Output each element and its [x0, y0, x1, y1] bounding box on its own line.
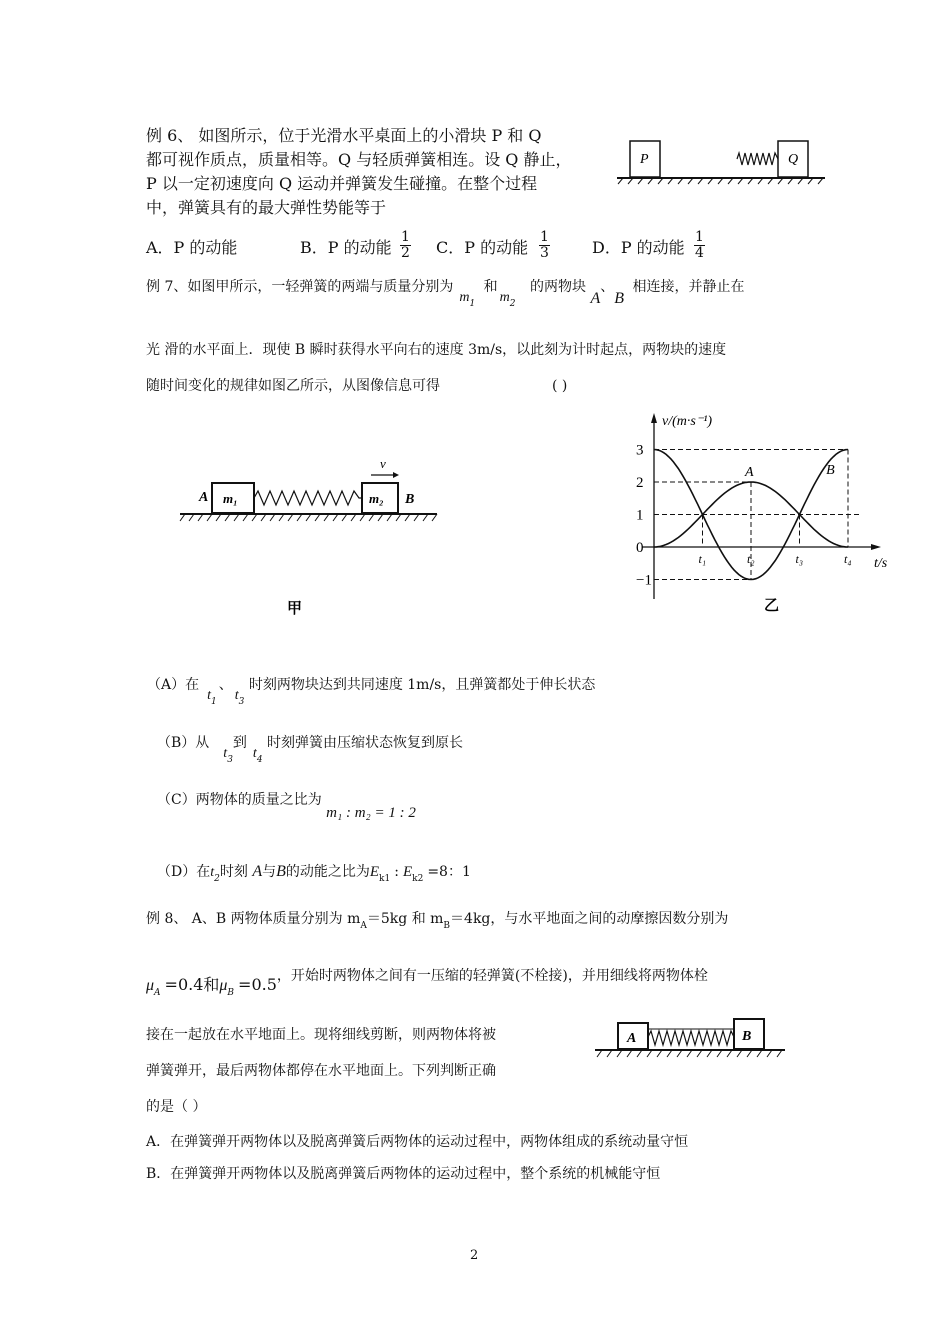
- y-tick-label: 2: [636, 475, 644, 491]
- caption-yi: 乙: [764, 598, 780, 614]
- ex7-line1-a: 例 7、如图甲所示，一轻弹簧的两端与质量分别为: [146, 279, 454, 295]
- block-q-label: Q: [788, 152, 799, 167]
- ex7-opt-d-e1: E: [369, 864, 380, 880]
- ex8-ma-sub: A: [360, 921, 367, 931]
- ex6-fraction-b: $\frac{1}{2}$: [401, 229, 410, 261]
- ground-hatch-ex8: [597, 1050, 782, 1057]
- ex6-figure: [615, 135, 830, 195]
- ex6-line-3: P 以一定初速度向 Q 运动并弹簧发生碰撞。在整个过程: [146, 174, 538, 193]
- ex8-line-2: [146, 965, 846, 998]
- ex7-opt-d-k2: k2: [412, 874, 424, 884]
- ex7-opt-a-t3-sub: 3: [238, 697, 245, 707]
- y-axis-label: v/(m·s⁻¹): [662, 414, 713, 429]
- y-tick-label: 3: [636, 442, 644, 459]
- block-p-label: P: [640, 152, 649, 167]
- ex8-line-3: 接在一起放在水平地面上。现将细线剪断，则两物体将被: [146, 1027, 496, 1043]
- ex8-mu-b: μ: [219, 977, 228, 994]
- ex7-option-c: [157, 790, 777, 821]
- ex7-opt-a-post: 时刻两物块达到共同速度 1m/s，且弹簧都处于伸长状态: [248, 677, 596, 693]
- ex8-mu-b-val: =0.5: [238, 975, 277, 994]
- ex6-line-1: 例 6、 如图所示，位于光滑水平桌面上的小滑块 P 和 Q: [146, 126, 542, 145]
- ex7-opt-b-t4: t: [252, 746, 257, 761]
- ex7-opt-a-sep: 、: [218, 677, 233, 693]
- ex8-line1-a: 例 8、 A、B 两物体质量分别为 m: [146, 911, 361, 927]
- block-b-label: B: [742, 1029, 752, 1044]
- ex7-line1-b: 的两物块: [529, 279, 586, 295]
- ex8-mu-a-sub: A: [154, 988, 161, 998]
- ex8-mu-a-val: =0.4和: [164, 975, 220, 994]
- ex6-line-4: 中，弹簧具有的最大弹性势能等于: [146, 198, 387, 217]
- ex7-opt-d-t: t: [210, 865, 215, 880]
- ex7-option-a: [147, 675, 767, 707]
- ex8-line-4: 弹簧弹开，最后两物体都停在水平地面上。下列判断正确: [146, 1063, 496, 1079]
- ex7-and: 和: [483, 279, 498, 295]
- ex7-opt-c-pre: （C）两物体的质量之比为: [157, 792, 322, 808]
- y-axis-arrow: [651, 413, 657, 423]
- ex7-opt-b-mid: 到: [232, 735, 247, 751]
- x-tick-label: t₃: [795, 552, 804, 566]
- ex6-option-d: D．P 的动能: [592, 238, 685, 257]
- ex7-opt-d-a: A: [252, 863, 263, 880]
- x-axis-label: t/s: [874, 556, 888, 571]
- x-axis-arrow: [871, 544, 881, 550]
- block-a-label: A: [627, 1031, 637, 1046]
- ex8-mu-b-sub: B: [227, 988, 235, 998]
- label-a: A: [199, 490, 209, 505]
- ex7-opt-b-t4-sub: 4: [256, 755, 263, 765]
- ex7-opt-d-b: B: [276, 863, 286, 880]
- ex7-opt-d-pre: （D）在: [157, 864, 211, 880]
- x-tick-label: t₁: [698, 552, 707, 566]
- spring-jia: [254, 491, 362, 505]
- spring-q: [737, 153, 778, 165]
- ex7-opt-d-mid: 时刻: [219, 864, 248, 880]
- ex6-option-c: C．P 的动能: [436, 238, 529, 257]
- ex6-options: [146, 230, 746, 274]
- ex7-line-1: [146, 277, 826, 309]
- ex7-option-d: [157, 862, 777, 889]
- ex7-opt-b-t3-sub: 3: [227, 755, 233, 765]
- ex7-line-3: 随时间变化的规律如图乙所示，从图像信息可得: [146, 378, 440, 394]
- ex7-opt-d-t-sub: 2: [214, 874, 220, 884]
- ex7-opt-a-t3: t: [234, 688, 239, 703]
- ex7-opt-c-formula: m₁ : m₂ = 1 : 2: [326, 805, 416, 821]
- y-tick-label: −1: [636, 572, 652, 589]
- ground-hatch-jia: [180, 514, 437, 521]
- ex8-figure: [590, 1015, 790, 1065]
- page-number: 2: [470, 1248, 479, 1263]
- ex7-m2-sub: 2: [509, 299, 516, 309]
- ex7-chart-yi: [612, 405, 902, 625]
- ex7-opt-d-e2: E: [402, 864, 413, 880]
- spring-ex8: [648, 1031, 734, 1045]
- ex7-opt-d-with: 与: [262, 864, 277, 880]
- ex7-line-2: 光 滑的水平面上．现使 B 瞬时获得水平向右的速度 3m/s，以此刻为计时起点，两物块的速度: [146, 342, 727, 358]
- ex7-A: A: [590, 290, 601, 307]
- ex6-option-b: B．P 的动能: [300, 238, 392, 257]
- ex8-line1-b: ＝5kg 和 m: [366, 911, 444, 927]
- ex6-fraction-d: $\frac{1}{4}$: [695, 229, 704, 261]
- ex8-option-a: A．在弹簧弹开两物体以及脱离弹簧后两物体的运动过程中，两物体组成的系统动量守恒: [146, 1134, 689, 1150]
- ex7-opt-d-ratio: =8：1: [427, 864, 471, 880]
- ex8-line2-text: ，开始时两物体之间有一压缩的轻弹簧(不栓接)，并用细线将两物体栓: [276, 968, 708, 984]
- ex7-opt-a-pre: （A）在: [147, 677, 200, 693]
- ex7-option-b: [157, 733, 777, 765]
- block-m1-label: m₁: [223, 491, 238, 506]
- ex7-B: B: [614, 290, 624, 307]
- arrow-v-label: v: [380, 456, 386, 471]
- ex7-opt-d-colon: :: [394, 864, 399, 880]
- ex6-fraction-c: $\frac{1}{3}$: [540, 229, 549, 261]
- block-m2-label: m₂: [369, 491, 384, 506]
- ex8-mu-a: μ: [146, 977, 155, 994]
- series-a-label: A: [745, 465, 754, 480]
- ex8-line1-c: ＝4kg，与水平地面之间的动摩擦因数分别为: [450, 911, 729, 927]
- ex6-text: [146, 124, 616, 220]
- ex8-line-1: [146, 909, 846, 936]
- x-tick-label: t₂: [747, 552, 755, 566]
- ex7-opt-b-t3: t: [223, 746, 228, 761]
- ex7-opt-d-post: 的动能之比为: [285, 864, 370, 880]
- ex6-option-a: A．P 的动能: [146, 238, 238, 257]
- x-tick-label: t₄: [844, 552, 852, 566]
- ex6-line-2: 都可视作质点，质量相等。Q 与轻质弹簧相连。设 Q 静止，: [146, 150, 572, 169]
- ex7-opt-b-pre: （B）从: [157, 735, 210, 751]
- ex7-answer-paren: ( ): [552, 378, 568, 394]
- y-tick-label: 0: [636, 540, 644, 556]
- ex8-mb-sub: B: [443, 921, 451, 931]
- ex7-sep: 、: [600, 279, 615, 295]
- series-b-label: B: [826, 462, 835, 478]
- ex7-figure-jia: [175, 455, 445, 625]
- label-b: B: [405, 492, 415, 507]
- ex7-m1-sub: 1: [469, 299, 476, 309]
- caption-jia: 甲: [287, 601, 303, 617]
- ex8-option-b: B．在弹簧弹开两物体以及脱离弹簧后两物体的运动过程中，整个系统的机械能守恒: [146, 1166, 661, 1182]
- ex7-m2: m: [499, 290, 510, 305]
- ex8-line-5: 的是（ ）: [146, 1099, 207, 1115]
- ex7-line1-c: 相连接，并静止在: [632, 279, 745, 295]
- y-tick-label: 1: [636, 507, 644, 524]
- ex7-opt-a-t1-sub: 1: [211, 697, 217, 707]
- ex7-opt-a-t1: t: [207, 688, 212, 703]
- ex7-opt-b-post: 时刻弹簧由压缩状态恢复到原长: [267, 735, 463, 751]
- ex7-m1: m: [459, 290, 470, 305]
- ex7-opt-d-k1: k1: [379, 874, 391, 884]
